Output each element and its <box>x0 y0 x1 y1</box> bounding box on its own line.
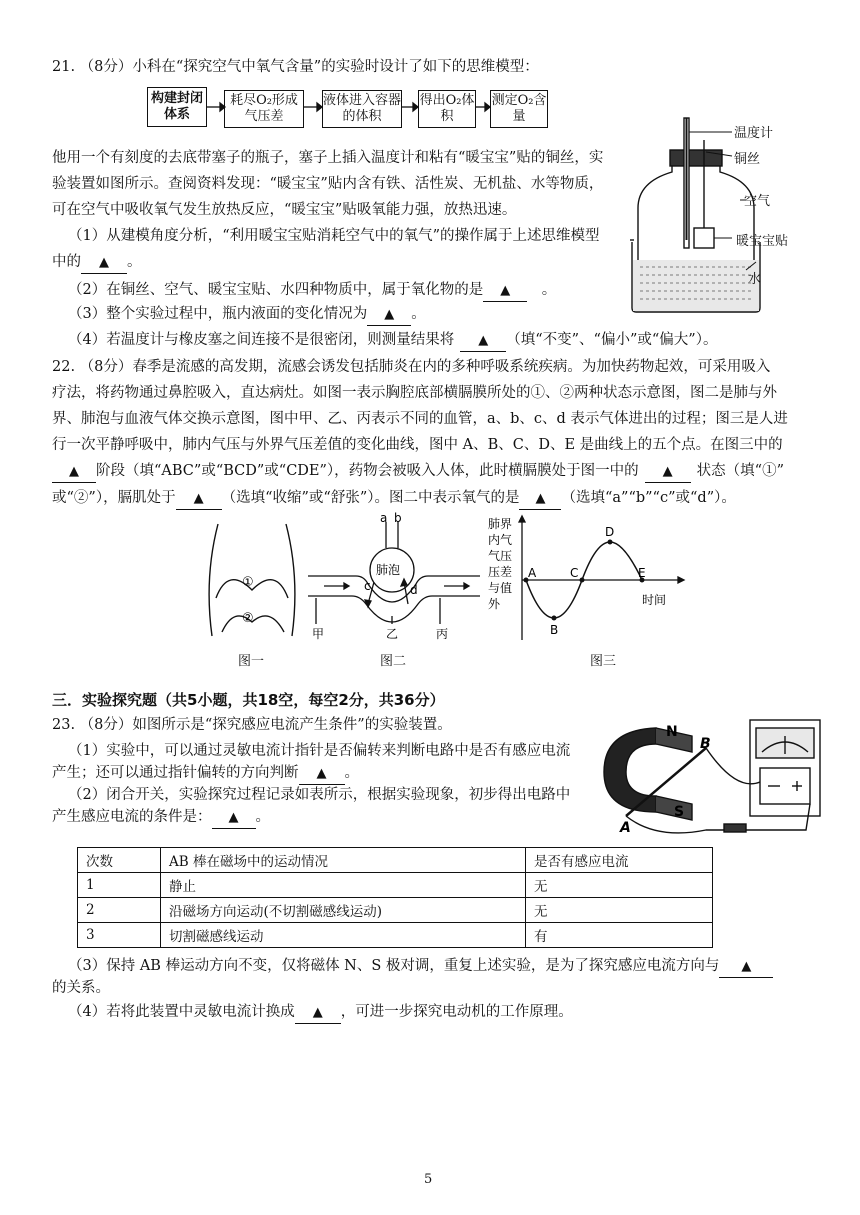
answer-blank[interactable]: ▲ <box>645 462 691 483</box>
fig3-caption: 图三 <box>590 654 617 669</box>
flow-step-1: 构建封闭体系 <box>147 87 207 127</box>
q22-line6: 或“②”），膈肌处于 ▲ （选填“收缩”或“舒张”）。图二中表示氧气的是 ▲ （选填“a”“b”“c”或“d”）。 <box>52 488 736 510</box>
q21-sub1b: 中的 ▲ 。 <box>52 252 142 274</box>
label-hand-warmer: 暖宝宝贴 <box>736 234 789 249</box>
table-row <box>78 873 713 898</box>
label-thermometer: 温度计 <box>734 126 774 141</box>
fig3-point-a: A <box>528 566 537 580</box>
induction-apparatus-figure <box>596 712 836 842</box>
q23-sub4: （4）若将此装置中灵敏电流计换成 ▲ ，可进一步探究电动机的工作原理。 <box>68 1002 573 1024</box>
table-cell: 切割磁感线运动 <box>161 923 526 948</box>
q21-sub2: （2）在铜丝、空气、暖宝宝贴、水四种物质中，属于氧化物的是 ▲ 。 <box>68 280 556 302</box>
answer-blank[interactable]: ▲ <box>460 331 506 352</box>
page-number: 5 <box>424 1172 433 1187</box>
table-header-cell: AB 棒在磁场中的运动情况 <box>161 848 526 873</box>
q21-sub3: （3）整个实验过程中，瓶内液面的变化情况为 ▲ 。 <box>68 304 426 326</box>
fig-label-n: N <box>666 724 678 740</box>
table-header-cell: 是否有感应电流 <box>526 848 713 873</box>
answer-blank[interactable]: ▲ <box>299 764 345 785</box>
fig3-ylabel-1: 肺界 <box>488 517 513 531</box>
q23-intro: 23. （8分）如图所示是“探究感应电流产生条件”的实验装置。 <box>52 717 452 733</box>
fig3-ylabel-3: 气压 <box>488 549 513 563</box>
fig3-point-d: D <box>605 525 615 539</box>
fig-label-s: S <box>674 804 685 820</box>
q22-line2: 疗法，将药物通过鼻腔吸入，直达病灶。如图一表示胸腔底部横膈膜所处的①、②两种状态示意图，图二是肺与外 <box>52 385 777 401</box>
q21-para1: 他用一个有刻度的去底带塞子的瓶子，塞子上插入温度计和粘有“暖宝宝”贴的铜丝，实 <box>52 150 604 166</box>
fig3-ylabel-2: 内气 <box>488 533 513 547</box>
q23-sub2a: （2）闭合开关，实验探究过程记录如表所示，根据实验现象，初步得出电路中 <box>68 787 571 803</box>
q23-sub2b: 产生感应电流的条件是： ▲ 。 <box>52 807 270 829</box>
answer-blank[interactable]: ▲ <box>295 1003 341 1024</box>
fig3-point-e: E <box>638 566 646 580</box>
table-cell: 3 <box>78 923 161 948</box>
table-cell: 无 <box>526 873 713 898</box>
fig2-label-d: d <box>410 583 418 597</box>
fig2-label-c: c <box>364 579 371 593</box>
figure-1-diaphragm <box>198 518 308 648</box>
answer-blank[interactable]: ▲ <box>52 462 96 483</box>
answer-blank[interactable]: ▲ <box>81 253 127 274</box>
answer-blank[interactable]: ▲ <box>719 957 773 978</box>
table-cell: 无 <box>526 898 713 923</box>
flow-step-2: 耗尽O₂形成气压差 <box>224 90 304 128</box>
fig1-caption: 图一 <box>238 654 265 669</box>
fig3-xlabel: 时间 <box>642 593 667 607</box>
flow-step-5: 测定O₂含量 <box>490 90 548 128</box>
fig2-alveolus: 肺泡 <box>376 563 401 577</box>
table-header-cell: 次数 <box>78 848 161 873</box>
experiment-record-table <box>77 847 713 948</box>
q22-line3: 界、肺泡与血液气体交换示意图，图中甲、乙、丙表示不同的血管，a、b、c、d 表示气体进出的过程；图三是人进 <box>52 411 788 427</box>
q23-sub3: （3）保持 AB 棒运动方向不变，仅将磁体 N、S 极对调，重复上述实验，是为了探究感应电流方向与 ▲ <box>68 956 773 978</box>
table-cell: 沿磁场方向运动(不切割磁感线运动) <box>161 898 526 923</box>
table-row <box>78 923 713 948</box>
answer-blank[interactable]: ▲ <box>176 489 222 510</box>
answer-blank[interactable]: ▲ <box>212 808 256 829</box>
fig2-vessel-bing: 丙 <box>436 627 449 641</box>
fig3-ylabel-6: 外 <box>488 597 501 611</box>
q21-para2: 验装置如图所示。查阅资料发现：“暖宝宝”贴内含有铁、活性炭、无机盐、水等物质， <box>52 176 604 192</box>
fig2-label-a: a <box>380 512 388 525</box>
fig3-point-c: C <box>570 566 579 580</box>
figure-3-pressure-curve <box>484 514 714 646</box>
fig1-state-1: ① <box>242 575 254 590</box>
fig2-vessel-jia: 甲 <box>312 627 325 641</box>
fig1-state-2: ② <box>242 611 254 626</box>
q22-line1: 22. （8分）春季是流感的高发期，流感会诱发包括肺炎在内的多种呼吸系统疾病。为加快药物起效，可采用吸入 <box>52 359 771 375</box>
section-3-title: 三．实验探究题（共5小题，共18空，每空2分，共36分） <box>52 691 445 709</box>
q21-para3: 可在空气中吸收氧气发生放热反应，“暖宝宝”贴吸氧能力强，放热迅速。 <box>52 202 517 218</box>
fig3-ylabel-5: 与值 <box>488 581 513 595</box>
answer-blank[interactable]: ▲ <box>483 281 527 302</box>
fig2-vessel-yi: 乙 <box>386 627 399 641</box>
flow-step-4: 得出O₂体积 <box>418 90 476 128</box>
q21-sub1a: （1）从建模角度分析，“利用暖宝宝贴消耗空气中的氧气”的操作属于上述思维模型 <box>68 228 600 244</box>
q23-sub3b: 的关系。 <box>52 980 110 996</box>
fig2-caption: 图二 <box>380 654 407 669</box>
answer-blank[interactable]: ▲ <box>519 489 561 510</box>
q23-sub1a: （1）实验中，可以通过灵敏电流计指针是否偏转来判断电路中是否有感应电流 <box>68 743 571 759</box>
table-cell: 2 <box>78 898 161 923</box>
fig-label-a: A <box>620 820 631 836</box>
q22-line5: ▲ 阶段（填“ABC”或“BCD”或“CDE”），药物会被吸入人体，此时横膈膜处于图一中的 ▲ 状态（填“①” <box>52 461 784 483</box>
q21-intro: 21. （8分）小科在“探究空气中氧气含量”的实验时设计了如下的思维模型： <box>52 59 539 75</box>
table-cell: 静止 <box>161 873 526 898</box>
label-air: 空气 <box>744 194 771 209</box>
q23-sub1b: 产生；还可以通过指针偏转的方向判断 ▲ 。 <box>52 763 359 785</box>
table-row <box>78 898 713 923</box>
flow-step-3: 液体进入容器的体积 <box>322 90 402 128</box>
label-water: 水 <box>748 272 762 287</box>
answer-blank[interactable]: ▲ <box>367 305 411 326</box>
q21-sub4: （4）若温度计与橡皮塞之间连接不是很密闭，则测量结果将 ▲ （填“不变”、“偏小”或“偏大”）。 <box>68 330 717 352</box>
bottle-apparatus-figure <box>620 112 820 322</box>
fig-label-b: B <box>700 736 711 752</box>
table-cell: 1 <box>78 873 161 898</box>
fig2-label-b: b <box>394 512 402 525</box>
fig3-ylabel-4: 压差 <box>488 565 513 579</box>
figure-2-alveolus <box>304 512 484 642</box>
table-header-row <box>78 848 713 873</box>
table-cell: 有 <box>526 923 713 948</box>
q22-line4: 行一次平静呼吸中，肺内气压与外界气压差值的变化曲线，图中 A、B、C、D、E 是曲线上的五个点。在图三中的 <box>52 437 783 453</box>
label-copper-wire: 铜丝 <box>734 152 761 167</box>
fig3-point-b: B <box>550 623 559 637</box>
